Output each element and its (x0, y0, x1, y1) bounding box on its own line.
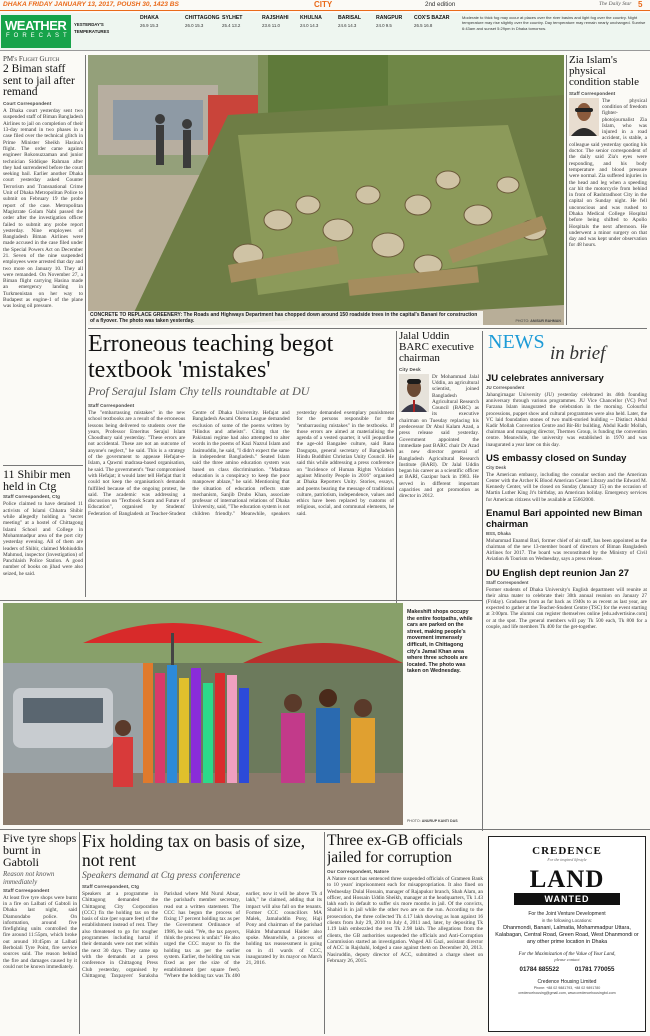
byline: Staff Correspondent (3, 887, 50, 893)
city-temp: 23.6 11.0 (262, 23, 280, 28)
tree-felling-illustration (88, 55, 564, 325)
ad-tagline2: For the Maximization of the Value of Your Land, (518, 952, 616, 957)
ad-for-line: For the Joint Venture Development (528, 911, 606, 917)
weather-city (262, 15, 304, 49)
weather-city (140, 15, 182, 49)
header-masthead: The Daily Star (599, 1, 632, 7)
header-date: DHAKA FRIDAY JANUARY 13, 2017, POUSH 30, 1423 BS (3, 1, 179, 8)
brief-byline: BSS, Dhaka (486, 530, 511, 536)
ad-company: Credence Housing Limited (537, 979, 597, 985)
weather-strip (0, 13, 650, 51)
weather-city (338, 15, 380, 49)
city-name: KHULNA (300, 15, 322, 21)
ad-phones (489, 966, 645, 973)
portrait-photo (569, 98, 599, 136)
credit-name: ANISUR RAHMAN (530, 319, 561, 323)
brief-banner (486, 331, 647, 369)
story-body: The physical condition of freedom fighter-photojournalist Zia Islam, who was injured in a road accident, is stable, a colleague said yesterday quoting his doctor. The senior correspondent of the daily said Zia's eyes were responding, and his body temperature and blood pressure were normal. Zia suffered injuries in the head and leg when a speeding car hit the motorcycle from behind in front of Rashtradhoot City in the capital on Sunday night. He fell unconscious and was rushed to Dhaka Medical College Hospital before being shifted to Apollo Hospitals the next afternoon. He underwent a minor surgery on that day and was kept under observation for 48 hours. (569, 97, 647, 249)
brief-headline: JU celebrates anniversary (486, 373, 604, 384)
brief-body: Mohammad Enamul Bari, former chief of air staff, has been appointed as the chairman of the new 13-member board of directors of Biman Bangladesh Airlines for 2017. The board was reconstituted by the Ministry of Civil Aviation & Tourism on Wednesday, says a press release. (486, 537, 647, 563)
brief-item (486, 568, 647, 630)
story-body: Speakers at a programme in Chittagong demanded the Chittagong City Corporation (CCC) fix the holding tax on the basis of size (per square feet) of the establishment instead of rent. They also threatened to go for tougher programmes including hartal if their demands were not met within the next 30 days. They came up with the demands at a press conference in Chittagong Press Club yesterday, organised by Chittagong Taxpayers' Suraksha Parishad where Md Nurul Absar, the parishad's member secretary, read out a written statement. The CCC has begun the process of fixing 17 percent holding tax as per the Government Ordinance of 1986, he said. "We, the tax payers, think the process is unfair." He also urged the CCC mayor to fix the holding tax as per the earlier system. Earlier, the holding tax was fixed as per the size of the establishment (per square feet). "Where the holding tax was Tk 400 earlier, now it will be above Tk 4 lakh," he claimed, adding that its impact will also fall on the tenants. Former CCC councillors MA Malek, Jamaluddin Pony, Haji Pony and chairman of the parishad Hakim Muhammad Haider also spoke. Meanwhile, a process of holding tax reassessment is going on in 41 wards of CCC, inaugurated by its mayor on March 21, 2016. (82, 891, 322, 979)
city-temp: 25.4 13.2 (222, 23, 241, 28)
credit-label: PHOTO: (407, 819, 421, 823)
photo-caption: CONCRETE TO REPLACE GREENERY: The Roads and Highways Department has chopped down around 150 roadside trees in the capital's Banani for construction of a flyover. The photo was taken yesterday. (88, 311, 483, 325)
news-in-brief (486, 331, 647, 829)
page-number: 5 (638, 0, 643, 9)
photo-caption: Makeshift shops occupy the entire footpaths, while cars are parked on the street, making people's movement immensely difficult, in Chittagong city's Jamal Khan area where three schools are located. The photo was taken on Wednesday. (407, 609, 473, 675)
header-edition: 2nd edition (425, 1, 456, 8)
brief-body: Jahangirnagar University (JU) yesterday celebrated its 46th founding anniversary through various programmes. JU Vice Chancellor (VC) Prof Farzana Islam inaugurated the celebration in the morning. Colourful processions, puppet show and cultural programmes were also held. Later, the VC laid foundation stones of two multi-storied building -- Distinct Abdul Kadir Mollah Convention Centre and Bir-Bir building, Abdul Kadir Mollah, chairman and managing director, Thermex Group, is funding the convention centre. Meanwhile, the university was established in 1970 and was inaugurated a year later on this day. (486, 392, 647, 448)
weather-city (376, 15, 418, 49)
city-temp: 26.0 15.3 (185, 23, 204, 28)
city-name: SYLHET (222, 15, 243, 21)
weather-city (414, 15, 460, 49)
brief-item (486, 508, 647, 563)
ad-title-land: LAND (529, 866, 605, 893)
photo-credit (407, 819, 475, 823)
city-temp: 26.9 15.3 (140, 23, 159, 28)
brief-byline: JU Correspondent (486, 385, 525, 390)
brief-title: NEWS (488, 331, 545, 353)
portrait-photo (399, 374, 429, 412)
zia-story (569, 55, 647, 325)
byline: City Desk (399, 366, 421, 372)
biman-story (3, 55, 83, 470)
gb-story (327, 832, 483, 1034)
ad-phone-1[interactable]: 01784 885522 (519, 966, 560, 973)
byline: Staff Correspondent, Ctg (3, 494, 61, 500)
ad-footer[interactable]: Phone: +88 02 9881793, +88 02 9891780 credencehousing@gmail.com, www.credencehousingbd.com (518, 986, 616, 995)
brief-title-script: in brief (550, 343, 606, 364)
headline: Erroneous teaching begot textbook 'mistakes' (88, 331, 334, 383)
deck: Speakers demand at Ctg press conference (82, 871, 241, 881)
ad-phone-2[interactable]: 01781 770055 (574, 966, 615, 973)
tree-felling-photo (88, 55, 564, 325)
yesterday-label (74, 21, 116, 35)
weather-city (185, 15, 227, 49)
city-name: RAJSHAHI (262, 15, 289, 21)
ad-loc-intro: in the following Locations: (541, 918, 593, 923)
headline: Five tyre shops burnt in Gabtoli (3, 832, 77, 870)
byline: Staff Correspondent (88, 403, 135, 408)
brief-byline: Staff Correspondent (486, 579, 529, 585)
credit-name: ANURUP KANTI DAS (421, 819, 458, 823)
street-market-photo (3, 603, 476, 825)
city-name: COX'S BAZAR (414, 15, 450, 21)
headline: Fix holding tax on basis of size, not rent (82, 832, 306, 870)
teaching-story (88, 331, 394, 605)
ad-tagline: For the inspired lifestyle (547, 857, 587, 862)
label-line2: TEMPERATURES (74, 29, 110, 34)
headline: Jalal Uddin BARC executive chairman (399, 331, 474, 365)
weather-title: WEATHER (5, 18, 67, 33)
ad-title-wanted: WANTED (514, 893, 620, 905)
credit-label: PHOTO: (515, 319, 530, 323)
credence-ad[interactable] (488, 836, 646, 1032)
jalal-story (399, 331, 479, 604)
deck: Prof Serajul Islam Chy tells roundtable at DU (88, 384, 310, 398)
brief-item (486, 453, 647, 503)
weather-city (300, 15, 342, 49)
ad-contact-label: please contact (554, 957, 580, 962)
city-name: CHITTAGONG (185, 15, 220, 21)
portrait (569, 98, 599, 136)
brief-headline: DU English dept reunion Jan 27 (486, 567, 630, 579)
weather-subtitle: FORECAST (6, 33, 71, 39)
deck: Reason not known immediately (3, 869, 55, 886)
ad-locations: Dhanmondi, Banani, Lalmatia, Mohammadpur Uttara, Kalabagan, Central Road, Green Road, West Dhanmondi or any other prime location in Dhaka (495, 925, 639, 945)
brief-headline: Enamul Bari appointed new Biman chairman (486, 507, 643, 530)
story-body: At least five tyre shops were burnt in a fire on Lalbati of Gabtoli in Dhaka last night, said Diamondabo police. On information, around five firefighting units controlled the fire around 11:55pm, which broke out around 10:45pm at Lalbati Berboiali Tyre Point, fire service sources said. The reason behind the fire and damages caused by it could not be known immediately. (3, 894, 77, 970)
byline: Staff Correspondent (569, 90, 616, 96)
portrait (399, 374, 429, 412)
story-body: A Natore court has sentenced three suspended officials of Grameen Bank to 10 years' imprisonment each for misappropriation. It also fined on Wednesday Dulal Hossain, manager of Rajapukur branch, Shah Alam, an officer, and Hossain Uddin Sheikh, manager at the headquarters, Tk 1.43 lakh each in default to suffer six more months in jail. Of the convicts, Shahid is in jail while the other two are on the run. According to the prosecution, the three collected Tk 4.17 lakh showing as loan against 16 clients from July 29, 2010 to July 4, 2011 and, later, by depositing Tk 1.19 lakh embezzled the rest Tk 2.98 lakh. The allegations from the clients, the GB authorities suspended the officials and Anti-Corruption Commission started an investigation. Waged Ali Gazi, assistant director of ACC in Rajshahi, lodged a case against them on December 20, 2013. Nasiruddin, deputy director of ACC, submitted a charge sheet on February 26, 2015. (327, 876, 483, 964)
header-bar (0, 0, 650, 11)
forecast-text: Moderate to thick fog may occur at places over the river basins and light fog over the country. Night temperature may rise slightly over the country. Day temperature may remain nearly unchanged. Sunrise 6:43am and sunset 5:29pm in Dhaka tomorrow. (462, 15, 646, 31)
holding-tax-story (82, 832, 322, 1034)
city-temp: 24.0 9.5 (376, 23, 392, 28)
brief-body: Former students of Dhaka University's English department will reunite at their alma mater to celebrate their 30th annual reunion on January 27 (Friday). Graduates from as far back as 1940s to as recent as last year, are expected to gather at the Teacher-Student Centre (TSC) for the event starting at 3:00pm. The alumni can register themselves online [edu.advertisine.com] or at the spot. The general members will pay Tk 500 each, Tk 800 for a couple, and life members Tk 400 for the get-together. (486, 586, 647, 630)
brief-headline: US embassy closed on Sunday (486, 452, 627, 464)
story-body: The "embarrassing mistakes" in the new school textbooks are a result of the erroneous lessons being delivered to students over the years, Professor Emeritus Serajul Islam Choudhury said yesterday. "These errors are not accidental. These are not an outcome of anyone's neglect," he said. This is a strategy of the government to appease Hefajat-e-Islam, a Qawmi madrasa-based organisation, he said. The government's "fear compromised with Hefajat; it would later tell Hefajat that it could not keep the organisation's demands fulfilled because of the ongoing protest, he said. The academic was addressing a discussion on "Textbook Scam and Future of Education", organised by Students' Federation of Bangladesh at Teacher-Student Centre of Dhaka University. Hefajat and Bangladesh Awami Olema League demanded exclusion of some of the poems written by "Hindus and atheists". Citing that the Pakistani regime had also attempted to alter words in the poems of Kazi Nazrul Islam and Jasimuddin, he said, "I didn't expect the same in independent Bangladesh." Seated Islam said the three amino education system was based on class discrimination. "Madrasa education is a conspiracy to keep the poor manpower ablaze," he said. Mentioning that the situation of education reflects state mechanism, Sanjib Drubo Khan, associate professor of international relations of Dhaka University, said, "The education system is not children friendly." Meanwhile, speakers yesterday demanded exemplary punishment for the persons responsible for the "embarrassing mistakes" in the textbooks. If those errors are aimed at materialising the agenda of a vested quarter, it will jeopardise the age-old Bangalee culture, said Rana Dasgupta, general secretary of Bangladesh Hindu Buddhist Christian Unity Council. He said this while addressing a press conference on "Incidence of Human Rights Violation against Minority People in 2016" organised at Dhaka Reporters Unity. Stories, essays, and poems bearing the message of traditional culture, patriotism, independence, values and ethics have been replaced by customs of religious, social, and communal elements, he said. (88, 410, 394, 517)
shibir-story (3, 468, 83, 596)
kicker: PM's Flight Glitch (3, 55, 60, 63)
gabtoli-story (3, 832, 77, 1034)
headline: Zia Islam's physical condition stable (569, 55, 639, 89)
city-name: BARISAL (338, 15, 362, 21)
story-body: Police claimed to have detained 11 activists of Islami Chhatra Shibir while allegedly holding a "secret meeting" at a hostel of Chittagong Islami School and College in Mohammadpur area of the port city yesterday evening. All of them are leaders of Shibir, claimed Mohiuddin Mahmud, inspector (investigation) of Panchlaish Police Station. A good number of books on jihad were also seized, he said. (3, 501, 83, 577)
headline: Three ex-GB officials jailed for corruption (327, 832, 463, 866)
city-temp: 24.0 14.3 (300, 23, 319, 28)
ad-brand: CREDENCE (532, 845, 602, 857)
weather-city (222, 15, 264, 49)
byline: Court Correspondent (3, 101, 52, 107)
byline: Our Correspondent, Natore (327, 869, 389, 874)
brief-body: The American embassy, including the consular section and the American Center with the Archer K Blood American Center Library and the Edward M. Kennedy Center, will be closed on Sunday (January 15) on the occasion of Martin Luther King Jr's birthday, an American holiday. Emergency services for American citizens will be available at 55662000. (486, 471, 647, 503)
city-name: DHAKA (140, 15, 159, 21)
city-name: RANGPUR (376, 15, 403, 21)
headline: 2 Biman staff sent to jail after remand (3, 63, 75, 99)
brief-item (486, 373, 647, 448)
headline: 11 Shibir men held in Ctg (3, 468, 71, 494)
weather-logo (1, 15, 71, 48)
byline: Staff Correspondent, Ctg (82, 884, 140, 889)
story-body: A Dhaka court yesterday sent two suspended staff of Biman Bangladesh Airlines to jail on completion of their 13-day remand in two phases in a case filed over the technical glitch in Prime Minister Sheikh Hasina's flight. The order came against engineer Rokonuzzaman and junior technician Siddique Rahman after they had surrendered before the court seeking bail. Earlier another Dhaka court yesterday asked Counter Terrorism and Transnational Crime Unit of Dhaka Metropolitan Police to submit on February 19 the probe report of the case. Metropolitan Magistrate Golam Nabi passed the order after the investigation officer failed to submit any probe report yesterday. Nine employees of Bangladesh Biman Airlines were made accused in the case filed under the Special Powers Act on December 21. Seven of the nine suspended employees were arrested that day and two more on January 10. They all were remanded. On November 27, a Biman flight carrying Hasina made an emergency landing in Turkmenistan on her way to Budapest as engine-1 of the plane was losing oil pressure. (3, 108, 83, 310)
label-line1: YESTERDAY'S (74, 22, 104, 27)
city-temp: 26.5 16.8 (414, 23, 433, 28)
header-section: CITY (314, 0, 333, 9)
photo-credit (491, 319, 561, 323)
street-market-illustration (3, 603, 403, 825)
story-body: Dr Mohammad Jalal Uddin, an agricultural scientist, joined Bangladesh Agricultural Research Council (BARC) as its executive chairman on Tuesday replacing his predecessor Dr Abul Kalam Azad, a press release said yesterday. Government appointed the immediate past BARC chair Dr Azad as new director general of Bangladesh Agricultural Research Institute (BARI). Dr Jalal Uddin began his career as a scientific officer at BARI, Gazipur back in 1983. He served in different important capacities and got promotion as director in 2012. (399, 373, 479, 500)
city-temp: 24.6 14.3 (338, 23, 357, 28)
brief-byline: City Desk (486, 464, 507, 470)
